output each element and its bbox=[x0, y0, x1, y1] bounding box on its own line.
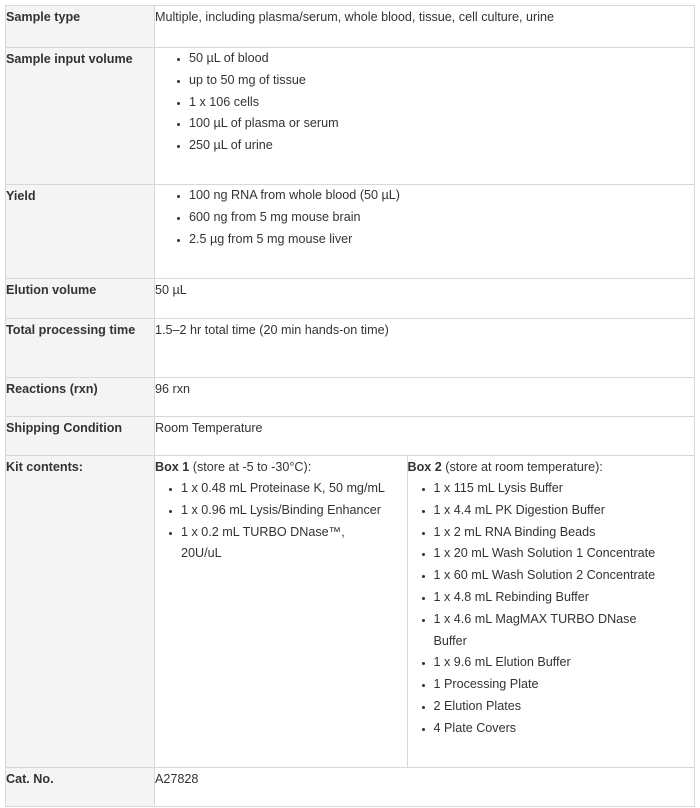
row-sample-input-volume bbox=[6, 48, 695, 185]
box-1-list bbox=[155, 478, 407, 565]
list-item: • 1 x 0.48 mL Proteinase K, 50 mg/mL bbox=[181, 478, 407, 500]
list-item: • 1 x 0.2 mL TURBO DNase™, 20U/uL bbox=[181, 522, 353, 566]
list-item: • 100 ng RNA from whole blood (50 µL) bbox=[189, 185, 694, 207]
cat-no-label: Cat. No. bbox=[6, 768, 155, 807]
list-item: • 600 ng from 5 mg mouse brain bbox=[189, 207, 694, 229]
product-spec-table bbox=[5, 5, 695, 807]
row-shipping-condition bbox=[6, 417, 695, 456]
elution-volume-value: 50 µL bbox=[155, 279, 695, 319]
list-item: • 2.5 µg from 5 mg mouse liver bbox=[189, 229, 694, 251]
row-reactions bbox=[6, 378, 695, 417]
box-1-title: Box 1 bbox=[155, 460, 190, 474]
reactions-value: 96 rxn bbox=[155, 378, 695, 417]
row-sample-type bbox=[6, 6, 695, 48]
list-item: • 1 x 106 cells bbox=[189, 92, 694, 114]
shipping-condition-label: Shipping Condition bbox=[6, 417, 155, 456]
elution-volume-label: Elution volume bbox=[6, 279, 155, 319]
total-processing-time-label: Total processing time bbox=[6, 319, 155, 378]
list-item: • up to 50 mg of tissue bbox=[189, 70, 694, 92]
row-elution-volume bbox=[6, 279, 695, 319]
row-kit-contents bbox=[6, 456, 695, 768]
list-item: • 1 x 115 mL Lysis Buffer bbox=[434, 478, 695, 500]
kit-contents-label: Kit contents: bbox=[6, 456, 155, 768]
list-item: • 100 µL of plasma or serum bbox=[189, 113, 694, 135]
sample-input-volume-list bbox=[155, 48, 694, 157]
yield-list bbox=[155, 185, 694, 250]
row-total-processing-time bbox=[6, 319, 695, 378]
list-item: • 1 Processing Plate bbox=[434, 674, 695, 696]
list-item: • 2 Elution Plates bbox=[434, 696, 695, 718]
box-2-contents bbox=[407, 456, 694, 767]
box-2-title: Box 2 bbox=[407, 460, 442, 474]
box-1-storage-note: (store at -5 to -30°C): bbox=[189, 460, 312, 474]
list-item: • 250 µL of urine bbox=[189, 135, 694, 157]
list-item: • 1 x 20 mL Wash Solution 1 Concentrate bbox=[434, 543, 695, 565]
row-cat-no bbox=[6, 768, 695, 807]
list-item: • 1 x 4.6 mL MagMAX TURBO DNase Buffer bbox=[434, 609, 656, 653]
reactions-label: Reactions (rxn) bbox=[6, 378, 155, 417]
list-item: • 1 x 60 mL Wash Solution 2 Concentrate bbox=[434, 565, 695, 587]
row-yield bbox=[6, 185, 695, 279]
list-item: • 1 x 2 mL RNA Binding Beads bbox=[434, 522, 695, 544]
sample-type-value: Multiple, including plasma/serum, whole blood, tissue, cell culture, urine bbox=[155, 6, 695, 48]
list-item: • 1 x 4.8 mL Rebinding Buffer bbox=[434, 587, 695, 609]
list-item: • 1 x 4.4 mL PK Digestion Buffer bbox=[434, 500, 695, 522]
box-2-storage-note: (store at room temperature): bbox=[441, 460, 603, 474]
list-item: • 4 Plate Covers bbox=[434, 718, 695, 740]
box-1-contents bbox=[155, 456, 407, 767]
list-item: • 50 µL of blood bbox=[189, 48, 694, 70]
total-processing-time-value: 1.5–2 hr total time (20 min hands-on time) bbox=[155, 319, 695, 378]
box-2-list bbox=[408, 478, 695, 740]
shipping-condition-value: Room Temperature bbox=[155, 417, 695, 456]
sample-type-label: Sample type bbox=[6, 6, 155, 48]
list-item: • 1 x 0.96 mL Lysis/Binding Enhancer bbox=[181, 500, 407, 522]
yield-label: Yield bbox=[6, 185, 155, 279]
kit-contents-table bbox=[155, 456, 694, 767]
list-item: • 1 x 9.6 mL Elution Buffer bbox=[434, 652, 695, 674]
cat-no-value: A27828 bbox=[155, 768, 695, 807]
sample-input-volume-label: Sample input volume bbox=[6, 48, 155, 185]
